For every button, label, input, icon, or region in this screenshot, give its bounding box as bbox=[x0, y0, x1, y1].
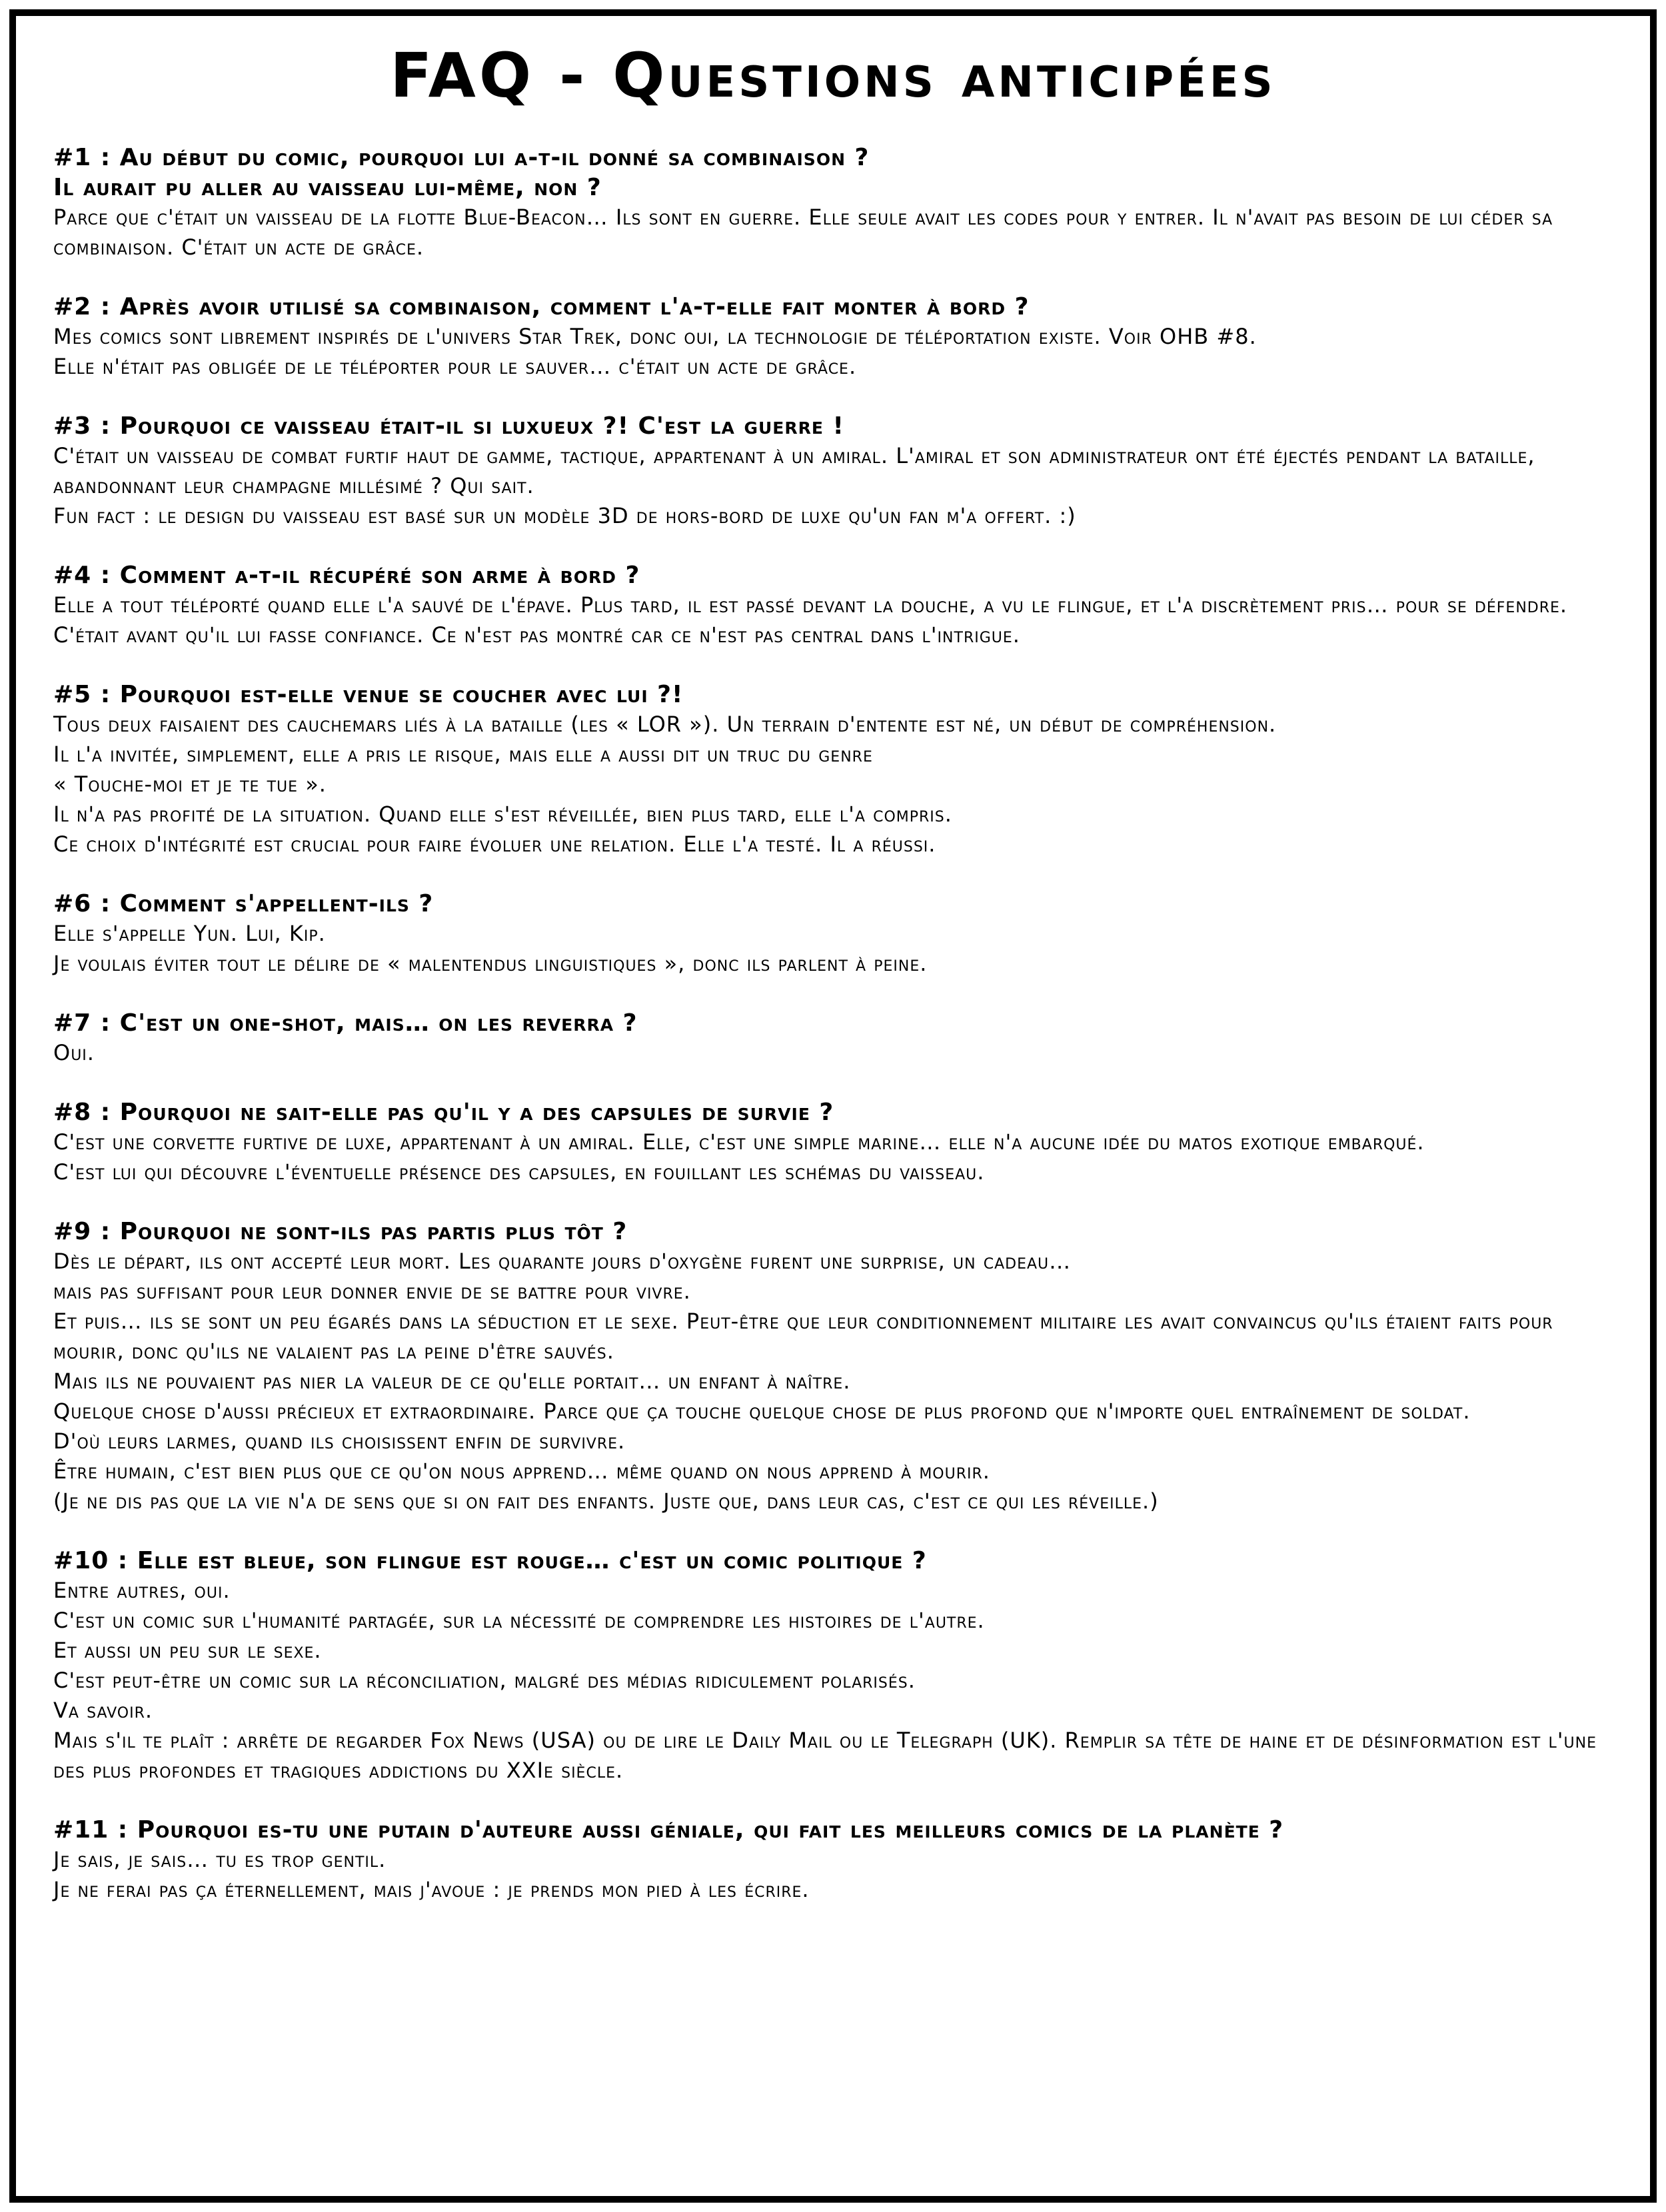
faq-answer-line: Ce choix d'intégrité est crucial pour faire évoluer une relation. Elle l'a testé. Il a réussi. bbox=[53, 831, 936, 857]
faq-list bbox=[53, 143, 1623, 1934]
faq-answer-line: Mais ils ne pouvaient pas nier la valeur de ce qu'elle portait… un enfant à naître. bbox=[53, 1369, 851, 1394]
faq-question: #4 : Comment a-t-il récupéré son arme à bord ? bbox=[53, 562, 640, 589]
faq-item bbox=[53, 1546, 1623, 1786]
faq-answer-line: D'où leurs larmes, quand ils choisissent enfin de survivre. bbox=[53, 1428, 626, 1454]
faq-answer-line: C'est lui qui découvre l'éventuelle présence des capsules, en fouillant les schémas du vaisseau. bbox=[53, 1159, 985, 1185]
faq-answer-line: Il n'a pas profité de la situation. Quand elle s'est réveillée, bien plus tard, elle l'a compris. bbox=[53, 802, 952, 827]
faq-question: #5 : Pourquoi est-elle venue se coucher avec lui ?! bbox=[53, 681, 684, 708]
faq-question: #1 : Au début du comic, pourquoi lui a-t-il donné sa combinaison ? bbox=[53, 144, 870, 171]
faq-answer-line: Tous deux faisaient des cauchemars liés à la bataille (les « LOR »). Un terrain d'entente est né, un début de compréhension. bbox=[53, 712, 1277, 737]
faq-answer-line: Être humain, c'est bien plus que ce qu'on nous apprend… même quand on nous apprend à mourir. bbox=[53, 1458, 990, 1484]
faq-question: #10 : Elle est bleue, son flingue est rouge… c'est un comic politique ? bbox=[53, 1547, 927, 1574]
faq-question: #9 : Pourquoi ne sont-ils pas partis plus tôt ? bbox=[53, 1218, 628, 1245]
faq-answer-line: Et aussi un peu sur le sexe. bbox=[53, 1638, 322, 1663]
faq-item bbox=[53, 680, 1623, 859]
faq-answer-line: Quelque chose d'aussi précieux et extraordinaire. Parce que ça touche quelque chose de plus profond que n'importe quel entraînement de soldat. bbox=[53, 1398, 1471, 1424]
faq-item bbox=[53, 411, 1623, 531]
faq-answer-line: (Je ne dis pas que la vie n'a de sens que si on fait des enfants. Juste que, dans leur cas, c'est ce qui les réveille.) bbox=[53, 1488, 1159, 1514]
faq-question: #11 : Pourquoi es-tu une putain d'auteure aussi géniale, qui fait les meilleurs comics de la planète ? bbox=[53, 1816, 1284, 1844]
faq-answer-line: Mes comics sont librement inspirés de l'univers Star Trek, donc oui, la technologie de téléportation existe. Voir OHB #8. bbox=[53, 324, 1257, 349]
faq-answer-line: Elle s'appelle Yun. Lui, Kip. bbox=[53, 921, 326, 946]
faq-answer-line: Fun fact : le design du vaisseau est basé sur un modèle 3D de hors-bord de luxe qu'un fan m'a offert. :) bbox=[53, 503, 1076, 528]
faq-answer-line: Je voulais éviter tout le délire de « malentendus linguistiques », donc ils parlent à peine. bbox=[53, 951, 928, 976]
faq-page bbox=[9, 9, 1657, 2203]
faq-item bbox=[53, 143, 1623, 263]
faq-answer-line: « Touche-moi et je te tue ». bbox=[53, 772, 327, 797]
faq-answer-line: Dès le départ, ils ont accepté leur mort. Les quarante jours d'oxygène furent une surprise, un cadeau… bbox=[53, 1249, 1072, 1274]
faq-answer-line: Elle a tout téléporté quand elle l'a sauvé de l'épave. Plus tard, il est passé devant la douche, a vu le flingue, et l'a discrètement pris… pour se défendre. C'était avant qu'il lui fasse confiance. Ce n'est pas montré car ce n'est pas central dans l'intrigue. bbox=[53, 592, 1568, 648]
faq-question: Il aurait pu aller au vaisseau lui-même, non ? bbox=[53, 174, 602, 201]
faq-answer-line: Mais s'il te plaît : arrête de regarder Fox News (USA) ou de lire le Daily Mail ou le Telegraph (UK). Remplir sa tête de haine et de désinformation est l'une des plus profondes et tragiques addictions du XXIe siècle. bbox=[53, 1728, 1597, 1783]
faq-answer-line: C'est peut-être un comic sur la réconciliation, malgré des médias ridiculement polarisés. bbox=[53, 1668, 916, 1693]
faq-answer-line: Elle n'était pas obligée de le téléporter pour le sauver… c'était un acte de grâce. bbox=[53, 354, 857, 379]
faq-answer-line: Il l'a invitée, simplement, elle a pris le risque, mais elle a aussi dit un truc du genre bbox=[53, 742, 873, 767]
faq-item bbox=[53, 560, 1623, 650]
faq-item bbox=[53, 889, 1623, 979]
faq-question: #2 : Après avoir utilisé sa combinaison, comment l'a-t-elle fait monter à bord ? bbox=[53, 293, 1030, 320]
faq-answer-line: C'est un comic sur l'humanité partagée, sur la nécessité de comprendre les histoires de l'autre. bbox=[53, 1608, 985, 1633]
faq-answer-line: Va savoir. bbox=[53, 1698, 153, 1723]
faq-question: #6 : Comment s'appellent-ils ? bbox=[53, 890, 434, 917]
faq-answer-line: Entre autres, oui. bbox=[53, 1578, 231, 1603]
faq-answer-line: Et puis… ils se sont un peu égarés dans la séduction et le sexe. Peut-être que leur conditionnement militaire les avait convaincus qu'ils étaient faits pour mourir, donc qu'ils ne valaient pas la peine d'être sauvés. bbox=[53, 1309, 1553, 1364]
faq-item bbox=[53, 1008, 1623, 1068]
faq-answer-line: Parce que c'était un vaisseau de la flotte Blue-Beacon… Ils sont en guerre. Elle seule avait les codes pour y entrer. Il n'avait pas besoin de lui céder sa combinaison. C'était un acte de grâce. bbox=[53, 205, 1553, 260]
faq-answer-line: Je ne ferai pas ça éternellement, mais j'avoue : je prends mon pied à les écrire. bbox=[53, 1877, 810, 1902]
faq-question: #3 : Pourquoi ce vaisseau était-il si luxueux ?! C'est la guerre ! bbox=[53, 412, 844, 440]
faq-answer-line: mais pas suffisant pour leur donner envie de se battre pour vivre. bbox=[53, 1279, 691, 1304]
faq-question: #7 : C'est un one-shot, mais… on les reverra ? bbox=[53, 1009, 638, 1037]
faq-answer-line: Oui. bbox=[53, 1040, 95, 1065]
faq-answer-line: C'était un vaisseau de combat furtif haut de gamme, tactique, appartenant à un amiral. L'amiral et son administrateur ont été éjectés pendant la bataille, abandonnant leur champagne millésimé ? Qui sait. bbox=[53, 443, 1535, 498]
faq-item bbox=[53, 292, 1623, 382]
page-title: FAQ - Questions anticipées bbox=[390, 40, 1276, 111]
faq-question: #8 : Pourquoi ne sait-elle pas qu'il y a des capsules de survie ? bbox=[53, 1099, 834, 1126]
faq-item bbox=[53, 1217, 1623, 1516]
faq-item bbox=[53, 1097, 1623, 1187]
faq-answer-line: C'est une corvette furtive de luxe, appartenant à un amiral. Elle, c'est une simple marine… elle n'a aucune idée du matos exotique embarqué. bbox=[53, 1129, 1425, 1155]
faq-answer-line: Je sais, je sais… tu es trop gentil. bbox=[53, 1847, 387, 1872]
faq-item bbox=[53, 1815, 1623, 1905]
